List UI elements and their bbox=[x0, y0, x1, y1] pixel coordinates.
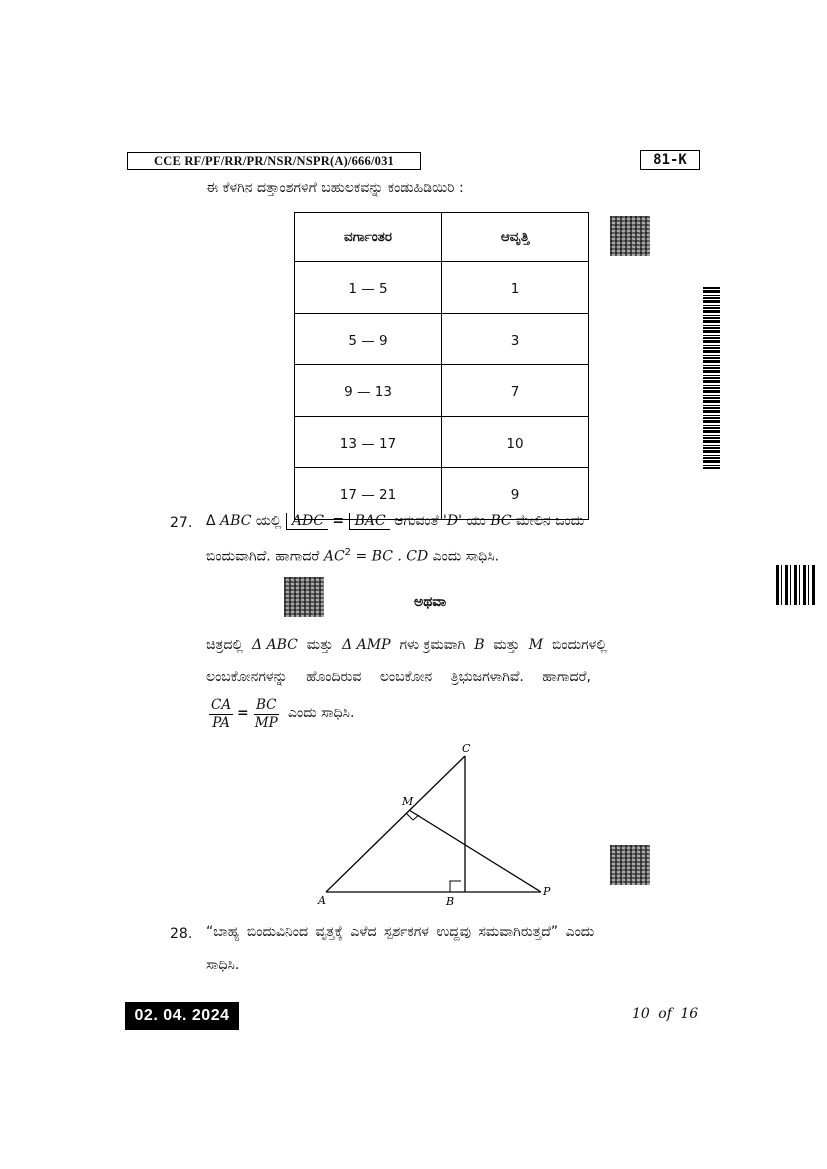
numerator: BC bbox=[256, 697, 277, 713]
fraction-bc-mp bbox=[254, 697, 279, 732]
table-row bbox=[295, 468, 589, 520]
exam-date: 02. 04. 2024 bbox=[125, 1002, 239, 1030]
text: “ಬಾಹ್ಯ ಬಿಂದುವಿನಿಂದ ವೃತ್ತಕ್ಕೆ ಎಳೆದ ಸ್ಪರ್ಶಕಗಳ ಉದ್ದವು ಸಮವಾಗಿರುತ್ತದೆ” bbox=[206, 924, 559, 940]
question-28-line-2: ಸಾಧಿಸಿ. bbox=[206, 957, 240, 973]
table-cell: 9 — 13 bbox=[295, 365, 442, 417]
text: ಚಿತ್ರದಲ್ಲಿ bbox=[206, 637, 244, 653]
or-label: ಅಥವಾ bbox=[414, 594, 447, 610]
fraction-ca-pa bbox=[209, 697, 233, 732]
triangle-abc: Δ ABC bbox=[251, 637, 298, 653]
table-row bbox=[295, 416, 589, 468]
qr-pattern-icon bbox=[610, 845, 650, 885]
paper-code: 81-K bbox=[640, 150, 700, 170]
page-number: 10 of 16 bbox=[632, 1006, 699, 1022]
table-cell: 3 bbox=[442, 313, 589, 365]
table-row bbox=[295, 365, 589, 417]
column-header-class-interval: ವರ್ಗಾಂತರ bbox=[295, 213, 442, 262]
angle-bac: BAC bbox=[349, 513, 390, 530]
text: ಮೇಲಿನ ಒಂದು bbox=[516, 513, 585, 529]
question-number: 28. bbox=[170, 926, 193, 942]
text: ಮತ್ತು bbox=[493, 637, 520, 653]
numerator: CA bbox=[211, 697, 232, 713]
equals-sign: = bbox=[237, 705, 249, 721]
label-p: P bbox=[543, 885, 551, 898]
line-mp bbox=[409, 810, 541, 892]
text: ಗಳು ಕ್ರಮವಾಗಿ bbox=[399, 637, 466, 653]
qr-code-icon bbox=[776, 565, 816, 605]
point-b: B bbox=[474, 637, 485, 653]
text: ಯು bbox=[466, 513, 486, 529]
text: ಎಂದು bbox=[565, 924, 595, 940]
table-cell: 17 — 21 bbox=[295, 468, 442, 520]
denominator: PA bbox=[212, 715, 230, 731]
text: ಆಗುವಂತೆ bbox=[394, 513, 439, 529]
triangle-symbol: Δ bbox=[206, 513, 216, 529]
side-bc: BC bbox=[490, 513, 512, 529]
angle-adc: ADC bbox=[286, 513, 328, 530]
point-d: 'D' bbox=[443, 513, 462, 529]
line-ac bbox=[326, 756, 465, 892]
question-27-alt-line-1 bbox=[206, 637, 607, 653]
question-26-intro: ಈ ಕೆಳಗಿನ ದತ್ತಾಂಶಗಳಿಗೆ ಬಹುಲಕವನ್ನು ಕಂಡುಹಿಡಿಯಿರಿ : bbox=[206, 180, 464, 196]
label-c: C bbox=[462, 742, 471, 755]
table-cell: 9 bbox=[442, 468, 589, 520]
denominator: MP bbox=[254, 715, 278, 731]
triangle-figure bbox=[300, 735, 570, 910]
question-27-alt-line-3: ಎಂದು ಸಾಧಿಸಿ. bbox=[288, 705, 355, 721]
label-m: M bbox=[402, 795, 414, 808]
question-number: 27. bbox=[170, 515, 193, 531]
table-cell: 7 bbox=[442, 365, 589, 417]
table-cell: 5 — 9 bbox=[295, 313, 442, 365]
question-27-line-2 bbox=[206, 547, 499, 565]
question-27-line-1 bbox=[206, 513, 584, 530]
frequency-table bbox=[294, 212, 589, 520]
barcode-icon bbox=[703, 287, 720, 469]
table-cell: 13 — 17 bbox=[295, 416, 442, 468]
column-header-frequency: ಆವೃತ್ತಿ bbox=[442, 213, 589, 262]
triangle-amp: Δ AMP bbox=[342, 637, 391, 653]
text: ಯಲ್ಲಿ bbox=[255, 513, 282, 529]
ac-term: AC bbox=[323, 548, 345, 565]
triangle-abc: ABC bbox=[220, 513, 252, 529]
right-angle-b bbox=[450, 881, 461, 892]
superscript: 2 bbox=[344, 547, 352, 558]
equation-rhs: = BC . CD bbox=[355, 548, 429, 565]
label-b: B bbox=[446, 895, 455, 908]
table-row bbox=[295, 262, 589, 314]
text: ಎಂದು ಸಾಧಿಸಿ. bbox=[432, 548, 500, 565]
equals-sign: = bbox=[332, 513, 345, 529]
qr-pattern-icon bbox=[610, 216, 650, 256]
table-cell: 1 bbox=[442, 262, 589, 314]
table-cell: 10 bbox=[442, 416, 589, 468]
point-m: M bbox=[528, 637, 544, 653]
exam-code: CCE RF/PF/RR/PR/NSR/NSPR(A)/666/031 bbox=[127, 152, 421, 170]
qr-pattern-icon bbox=[284, 577, 324, 617]
table-header-row bbox=[295, 213, 589, 262]
label-a: A bbox=[318, 894, 326, 907]
question-27-alt-line-2: ಲಂಬಕೋನಗಳನ್ನು ಹೊಂದಿರುವ ಲಂಬಕೋನ ತ್ರಿಭುಜಗಳಾಗಿವೆ. ಹಾಗಾದರೆ, bbox=[206, 669, 591, 685]
question-28-line-1 bbox=[206, 924, 594, 940]
text: ಬಿಂದುವಾಗಿದೆ. ಹಾಗಾದರೆ bbox=[206, 548, 320, 565]
right-angle-m bbox=[406, 813, 419, 820]
table-cell: 1 — 5 bbox=[295, 262, 442, 314]
table-row bbox=[295, 313, 589, 365]
text: ಮತ್ತು bbox=[306, 637, 334, 653]
text: ಬಿಂದುಗಳಲ್ಲಿ bbox=[551, 637, 607, 653]
